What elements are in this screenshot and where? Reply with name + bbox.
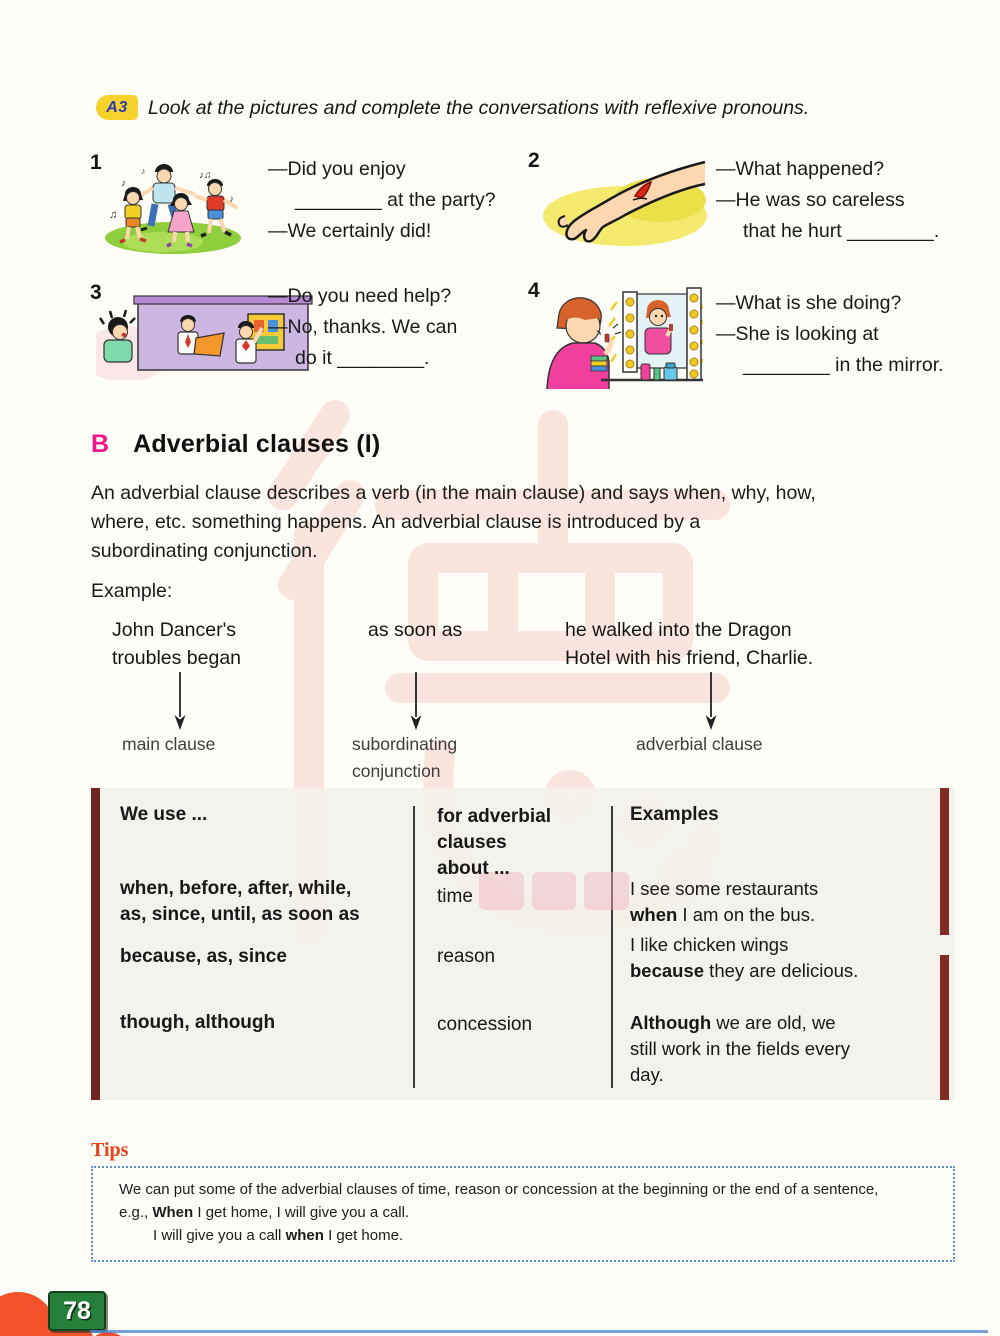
svg-text:♪: ♪ xyxy=(141,166,146,176)
example-line: I like chicken wings xyxy=(630,934,789,955)
example-text-line: John Dancer's xyxy=(112,619,237,641)
table-header-about xyxy=(437,804,551,882)
item-3-number: 3 xyxy=(90,281,102,304)
exercise-badge xyxy=(96,95,138,120)
conjunction-line: as, since, until, as soon as xyxy=(120,904,360,925)
example-adverbial-clause xyxy=(565,616,813,672)
dialogue-line: —What is she doing? xyxy=(716,292,902,314)
item-1-number: 1 xyxy=(90,151,102,174)
dialogue-line: —We certainly did! xyxy=(268,220,432,242)
dialogue-line: —She is looking at xyxy=(716,323,879,345)
tips-line: I will give you a call when I get home. xyxy=(153,1227,404,1244)
dialogue-line: —What happened? xyxy=(716,158,885,180)
example-line: still work in the fields every xyxy=(630,1038,851,1059)
dialogue-line: —He was so careless xyxy=(716,189,905,211)
dialogue-line: —Did you enjoy xyxy=(268,158,406,180)
table-divider xyxy=(413,806,415,1088)
dialogue-line-blank: do it ________. xyxy=(295,347,430,369)
example-text-line: Hotel with his friend, Charlie. xyxy=(565,647,814,669)
tips-text xyxy=(119,1178,939,1247)
dialogue-1 xyxy=(268,154,496,247)
page-number-badge xyxy=(48,1291,106,1331)
label-subordinating-conjunction xyxy=(352,731,457,785)
tips-box xyxy=(91,1166,955,1262)
table-left-bar xyxy=(91,788,100,1100)
tips-line: e.g., When I get home, I will give you a call. xyxy=(119,1204,410,1221)
exercise-instruction: Look at the pictures and complete the conversations with reflexive pronouns. xyxy=(148,97,810,119)
dialogue-4 xyxy=(716,288,944,381)
dialogue-line-blank: that he hurt ________. xyxy=(743,220,940,242)
table-row-example xyxy=(630,876,818,928)
label-adverbial-clause: adverbial clause xyxy=(636,734,763,754)
example-main-clause xyxy=(112,616,241,672)
table-divider xyxy=(611,806,613,1088)
table-row-conjunctions xyxy=(120,876,360,928)
table-right-bar-bottom xyxy=(940,955,949,1100)
label-main-clause: main clause xyxy=(122,734,216,754)
section-letter: B xyxy=(91,430,110,458)
dialogue-3 xyxy=(268,281,457,374)
svg-text:♪: ♪ xyxy=(229,194,234,205)
example-line: when I am on the bus. xyxy=(630,904,816,925)
svg-text:♫: ♫ xyxy=(109,209,118,221)
dialogue-line-blank: ________ in the mirror. xyxy=(743,354,944,376)
dialogue-line-blank: ________ at the party? xyxy=(295,189,496,211)
down-arrow-icon xyxy=(409,672,423,730)
page-number: 78 xyxy=(63,1296,91,1325)
caption-line: subordinating xyxy=(352,734,458,754)
example-line: I see some restaurants xyxy=(630,878,819,899)
table-row-about: reason xyxy=(437,946,496,967)
svg-text:♪: ♪ xyxy=(121,178,126,189)
example-line: Although we are old, we xyxy=(630,1012,836,1033)
intro-line: An adverbial clause describes a verb (in the main clause) and says when, why, how, xyxy=(91,482,816,504)
header-line: for adverbial xyxy=(437,806,552,827)
table-row-example xyxy=(630,1010,850,1088)
tips-heading: Tips xyxy=(91,1139,129,1161)
item-4-number: 4 xyxy=(528,279,540,302)
exercise-badge-label: A3 xyxy=(106,98,128,116)
section-b-heading xyxy=(91,430,380,459)
item-2-number: 2 xyxy=(528,149,540,172)
injured-arm-illustration xyxy=(535,158,707,250)
table-row-conjunctions: though, although xyxy=(120,1012,276,1033)
example-line: day. xyxy=(630,1064,664,1085)
example-conjunction: as soon as xyxy=(368,619,463,641)
table-row-example xyxy=(630,932,858,984)
conjunction-line: when, before, after, while, xyxy=(120,878,352,899)
section-title: Adverbial clauses (I) xyxy=(133,430,381,458)
grammar-table xyxy=(91,788,955,1100)
svg-text:♪♫: ♪♫ xyxy=(199,170,212,181)
party-dancing-illustration xyxy=(103,158,245,256)
bottom-rule xyxy=(90,1330,988,1333)
header-line: clauses xyxy=(437,832,507,853)
caption-line: conjunction xyxy=(352,761,441,781)
example-text-line: troubles began xyxy=(112,647,242,669)
table-right-bar-top xyxy=(940,788,949,935)
girl-mirror-illustration xyxy=(517,284,703,392)
tips-line: We can put some of the adverbial clauses of time, reason or concession at the beginning or the end of a sentence, xyxy=(119,1181,879,1198)
example-text-line: he walked into the Dragon xyxy=(565,619,792,641)
dialogue-2 xyxy=(716,154,939,247)
dialogue-line: —Do you need help? xyxy=(268,285,452,307)
example-label: Example: xyxy=(91,580,173,602)
intro-line: where, etc. something happens. An adverbial clause is introduced by a xyxy=(91,511,701,533)
down-arrow-icon xyxy=(704,672,718,730)
header-line: about ... xyxy=(437,858,510,879)
table-row-conjunctions: because, as, since xyxy=(120,946,287,967)
table-header-we-use: We use ... xyxy=(120,804,208,825)
example-line: because they are delicious. xyxy=(630,960,859,981)
section-b-intro xyxy=(91,479,816,566)
intro-line: subordinating conjunction. xyxy=(91,540,318,562)
table-header-examples: Examples xyxy=(630,804,719,825)
dialogue-line: —No, thanks. We can xyxy=(268,316,458,338)
table-row-about: concession xyxy=(437,1014,533,1035)
down-arrow-icon xyxy=(173,672,187,730)
table-row-about: time xyxy=(437,886,473,907)
